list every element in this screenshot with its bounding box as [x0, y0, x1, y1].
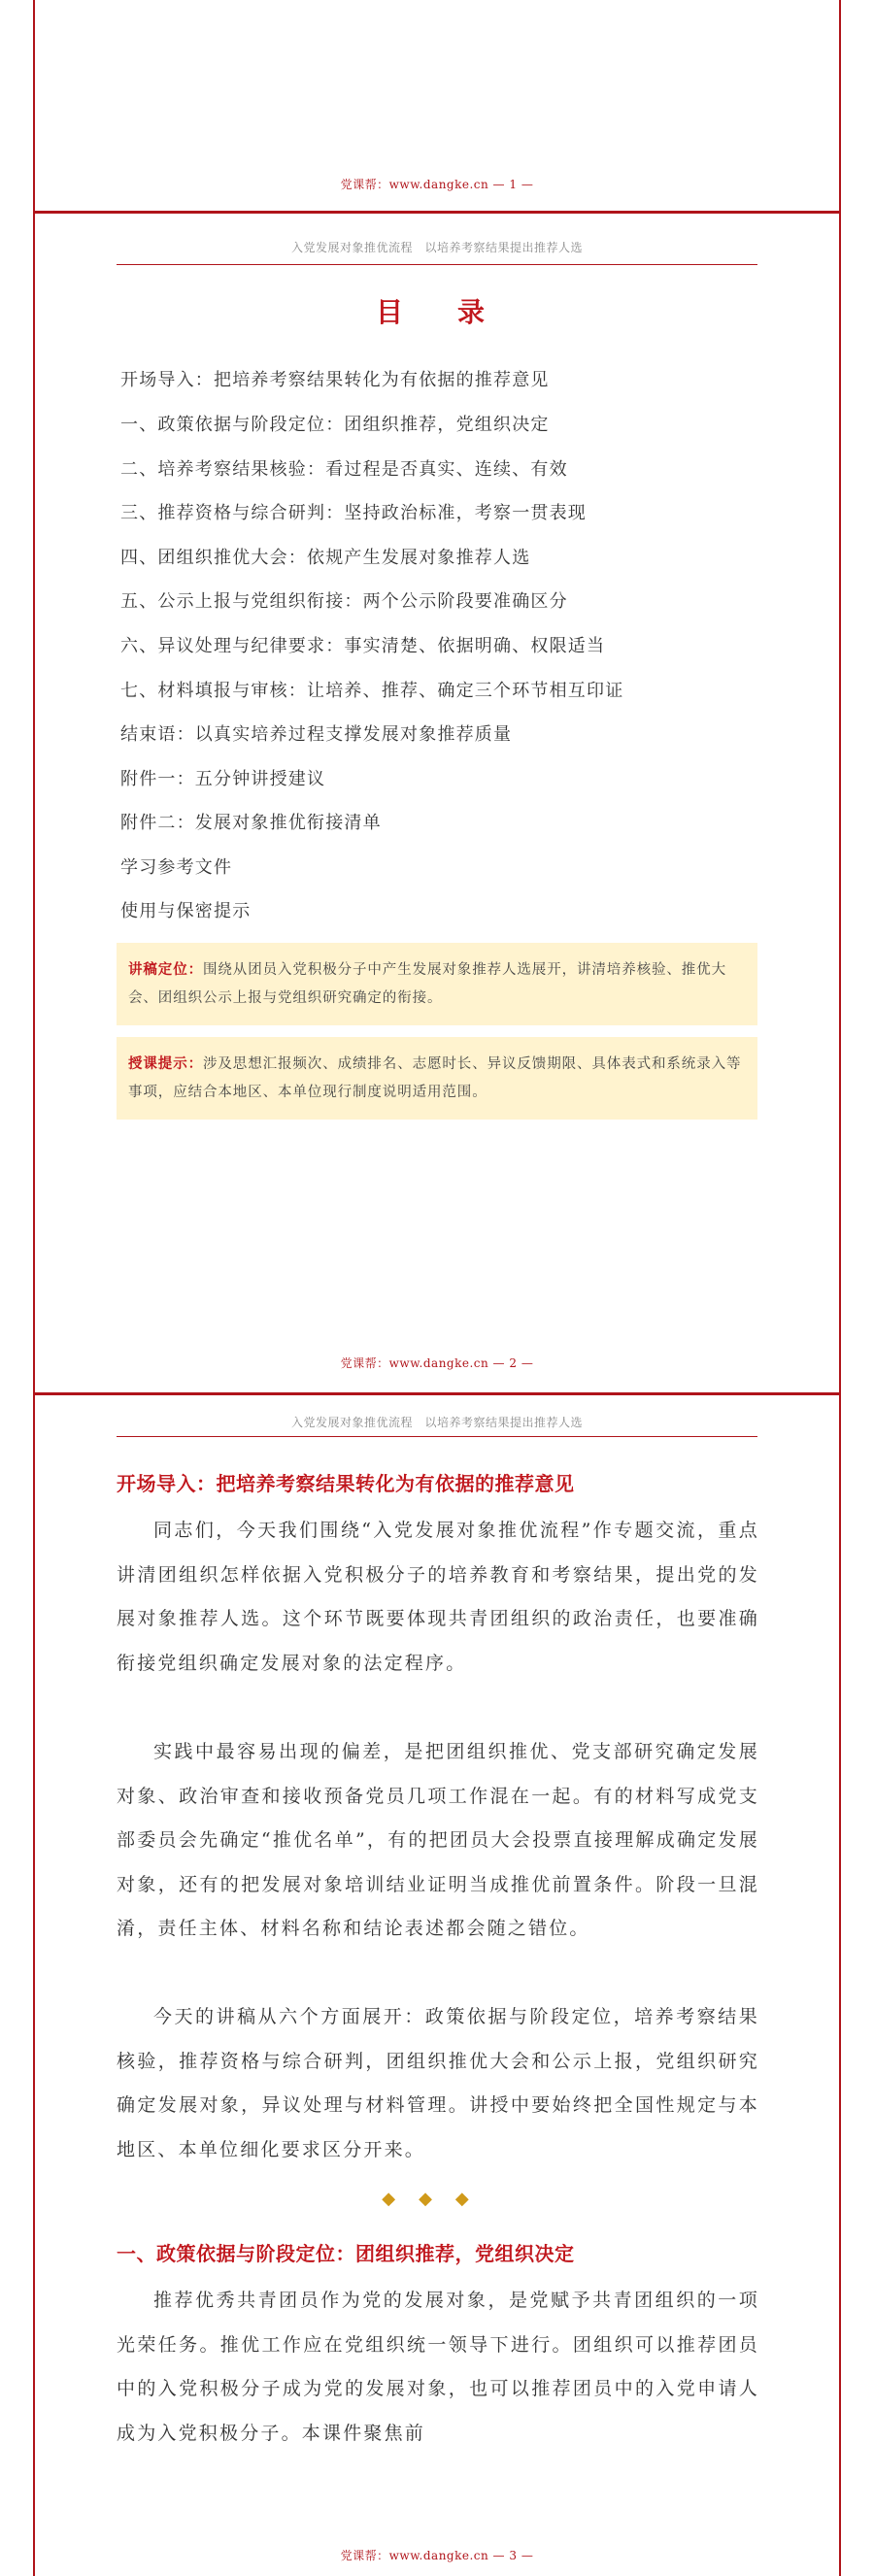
- page-1: [33, 0, 841, 211]
- header-rule: [117, 1436, 757, 1437]
- page-3: [33, 1395, 841, 2576]
- teaching-tip-note: [117, 1037, 757, 1120]
- page-header: 入党发展对象推优流程 以培养考察结果提出推荐人选: [290, 1416, 583, 1429]
- toc-item[interactable]: 四、团组织推优大会：依规产生发展对象推荐人选: [120, 548, 531, 568]
- note-label: 讲稿定位：: [128, 961, 203, 978]
- lecture-positioning-note: [117, 943, 757, 1025]
- body-paragraph: 同志们，今天我们围绕“入党发展对象推优流程”作专题交流，重点讲清团组织怎样依据入党积极分子的培养教育和考察结果，提出党的发展对象推荐人选。这个环节既要体现共青团组织的政治责任，也要准确衔接党组织确定发展对象的法定程序。: [117, 1520, 759, 1674]
- toc-item[interactable]: 七、材料填报与审核：让培养、推荐、确定三个环节相互印证: [120, 681, 624, 701]
- body-paragraph: 实践中最容易出现的偏差，是把团组织推优、党支部研究确定发展对象、政治审查和接收预备党员几项工作混在一起。有的材料写成党支部委员会先确定“推优名单”，有的把团员大会投票直接理解成确定发展对象，还有的把发展对象培训结业证明当成推优前置条件。阶段一旦混淆，责任主体、材料名称和结论表述都会随之错位。: [117, 1741, 759, 1939]
- page-header: 入党发展对象推优流程 以培养考察结果提出推荐人选: [290, 241, 583, 254]
- toc-item[interactable]: 二、培养考察结果核验：看过程是否真实、连续、有效: [120, 459, 568, 480]
- toc-item[interactable]: 结束语：以真实培养过程支撑发展对象推荐质量: [120, 724, 513, 745]
- toc-item[interactable]: 五、公示上报与党组织衔接：两个公示阶段要准确区分: [120, 591, 568, 612]
- toc-item[interactable]: 使用与保密提示: [120, 901, 252, 921]
- toc-item[interactable]: 附件二：发展对象推优衔接清单: [120, 813, 382, 833]
- page-2: [33, 214, 841, 1392]
- header-rule: [117, 264, 757, 265]
- page-footer: 党课帮：www.dangke.cn — 2 —: [340, 1356, 534, 1370]
- toc-title: 目 录: [375, 296, 498, 328]
- toc-item[interactable]: 开场导入：把培养考察结果转化为有依据的推荐意见: [120, 370, 550, 390]
- toc-item[interactable]: 学习参考文件: [120, 857, 233, 878]
- toc-item[interactable]: 六、异议处理与纪律要求：事实清楚、依据明确、权限适当: [120, 636, 606, 656]
- page-footer: 党课帮：www.dangke.cn — 3 —: [340, 2549, 534, 2562]
- section-heading-intro: 开场导入：把培养考察结果转化为有依据的推荐意见: [117, 1472, 575, 1495]
- section-divider: ◆◆◆: [382, 2189, 492, 2209]
- section-heading-one: 一、政策依据与阶段定位：团组织推荐，党组织决定: [117, 2242, 575, 2265]
- body-paragraph: 推荐优秀共青团员作为党的发展对象，是党赋予共青团组织的一项光荣任务。推优工作应在党组织统一领导下进行。团组织可以推荐团员中的入党积极分子成为党的发展对象，也可以推荐团员中的入党申请人成为入党积极分子。本课件聚焦前: [117, 2290, 759, 2444]
- note-text: 涉及思想汇报频次、成绩排名、志愿时长、异议反馈期限、具体表式和系统录入等事项，应结合本地区、本单位现行制度说明适用范围。: [128, 1056, 742, 1100]
- toc-item[interactable]: 三、推荐资格与综合研判：坚持政治标准，考察一贯表现: [120, 503, 587, 523]
- note-label: 授课提示：: [128, 1055, 203, 1072]
- toc-item[interactable]: 附件一：五分钟讲授建议: [120, 769, 326, 789]
- toc-item[interactable]: 一、政策依据与阶段定位：团组织推荐，党组织决定: [120, 415, 550, 435]
- body-paragraph: 今天的讲稿从六个方面展开：政策依据与阶段定位，培养考察结果核验，推荐资格与综合研判，团组织推优大会和公示上报，党组织研究确定发展对象，异议处理与材料管理。讲授中要始终把全国性规定与本地区、本单位细化要求区分开来。: [117, 2006, 759, 2160]
- note-text: 围绕从团员入党积极分子中产生发展对象推荐人选展开，讲清培养核验、推优大会、团组织公示上报与党组织研究确定的衔接。: [128, 962, 726, 1006]
- page-footer: 党课帮：www.dangke.cn — 1 —: [340, 178, 534, 191]
